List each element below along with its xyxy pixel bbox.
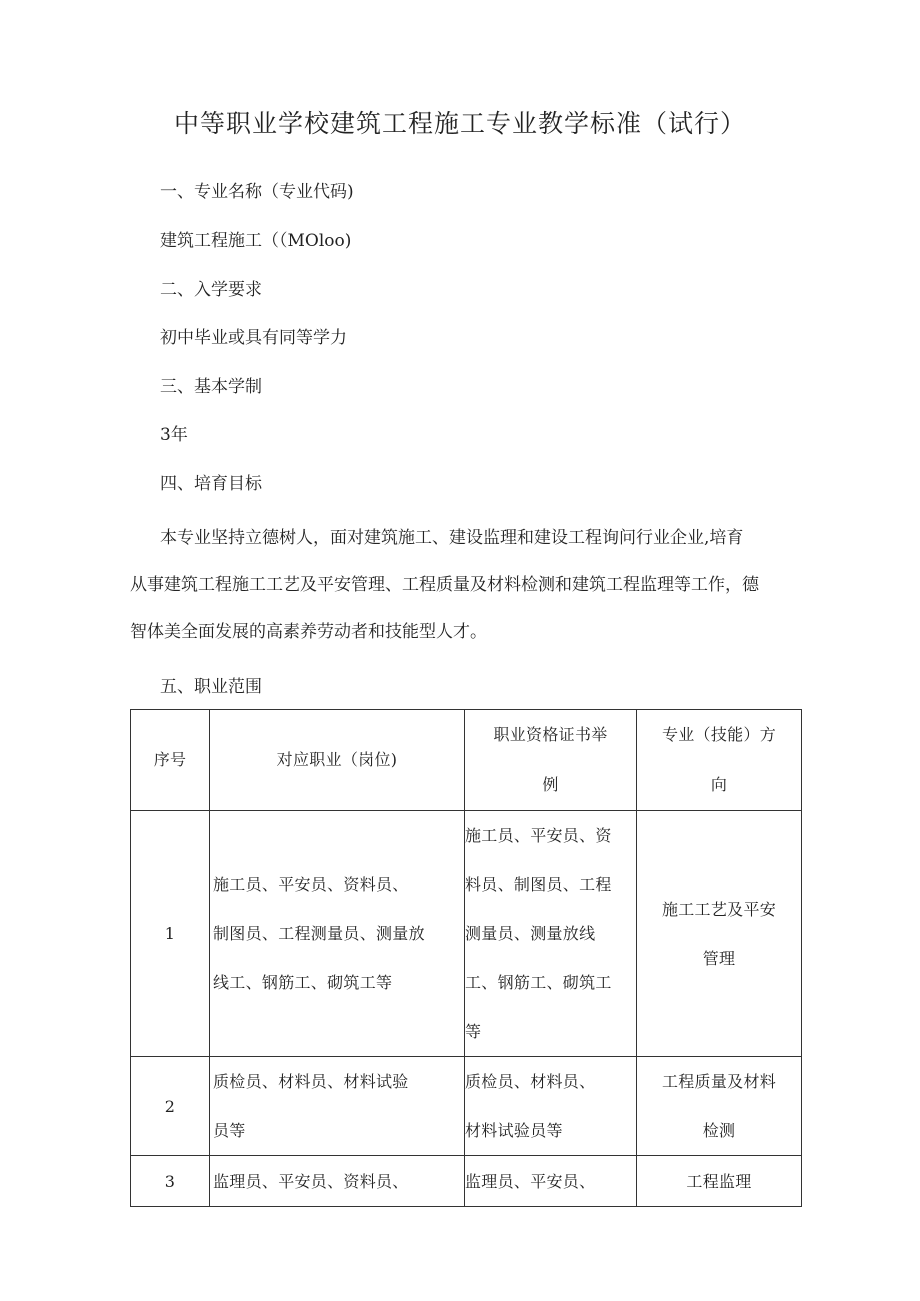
cell-direction: 工程质量及材料 检测 — [637, 1057, 802, 1156]
cell-no: 1 — [131, 811, 210, 1057]
header-direction: 专业（技能）方 向 — [637, 710, 802, 811]
section-1-heading: 一、专业名称（专业代码) — [160, 182, 354, 202]
cell-cert: 质检员、材料员、 材料试验员等 — [465, 1057, 637, 1156]
table-row — [131, 1156, 802, 1207]
cell-no: 2 — [131, 1057, 210, 1156]
section-2-content: 初中毕业或具有同等学力 — [160, 328, 347, 348]
cell-direction: 工程监理 — [637, 1156, 802, 1207]
objective-line: 本专业坚持立德树人，面对建筑施工、建设监理和建设工程询问行业企业,培育 — [160, 528, 744, 548]
section-3-content: 3年 — [160, 425, 188, 445]
cell-job: 监理员、平安员、资料员、 — [210, 1156, 465, 1207]
header-no: 序号 — [131, 710, 210, 811]
cell-no: 3 — [131, 1156, 210, 1207]
table-row — [131, 1057, 802, 1156]
objective-line: 智体美全面发展的高素养劳动者和技能型人才。 — [130, 622, 487, 642]
section-2-heading: 二、入学要求 — [160, 280, 262, 300]
header-cert: 职业资格证书举 例 — [465, 710, 637, 811]
objective-paragraph — [130, 515, 810, 656]
table-header-row — [131, 710, 802, 811]
cell-cert: 施工员、平安员、资 料员、制图员、工程 测量员、测量放线 工、钢筋工、砌筑工 等 — [465, 811, 637, 1057]
cell-job: 施工员、平安员、资料员、 制图员、工程测量员、测量放 线工、钢筋工、砌筑工等 — [210, 811, 465, 1057]
document-title: 中等职业学校建筑工程施工专业教学标准（试行） — [173, 109, 746, 138]
section-1-content: 建筑工程施工（（MOloo) — [160, 231, 352, 251]
section-4-heading: 四、培育目标 — [160, 474, 262, 494]
occupation-table — [130, 709, 802, 1207]
header-job: 对应职业（岗位) — [210, 710, 465, 811]
table-row — [131, 811, 802, 1057]
section-5-heading: 五、职业范围 — [160, 677, 262, 697]
cell-cert: 监理员、平安员、 — [465, 1156, 637, 1207]
section-3-heading: 三、基本学制 — [160, 377, 262, 397]
cell-job: 质检员、材料员、材料试验 员等 — [210, 1057, 465, 1156]
cell-direction: 施工工艺及平安 管理 — [637, 811, 802, 1057]
objective-line: 从事建筑工程施工工艺及平安管理、工程质量及材料检测和建筑工程监理等工作，德 — [130, 575, 759, 595]
